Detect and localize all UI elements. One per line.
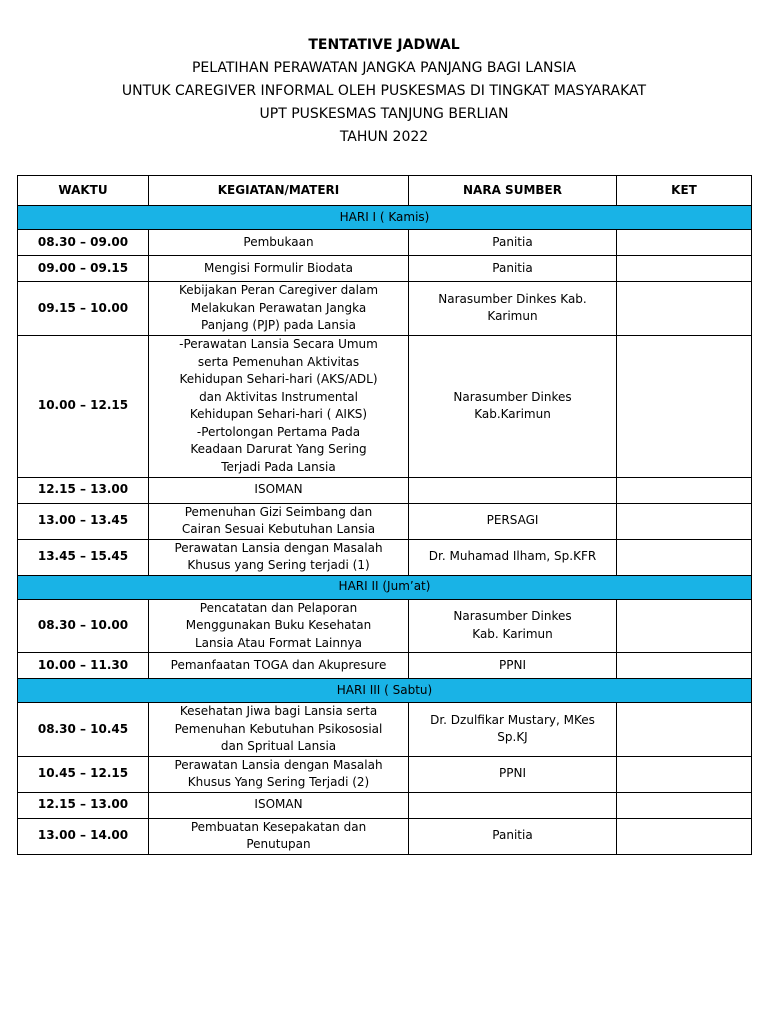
cell-time: 13.00 – 14.00 [18, 818, 149, 854]
cell-nara-sumber: Panitia [409, 256, 617, 282]
cell-nara-sumber: Panitia [409, 818, 617, 854]
cell-kegiatan: Pembuatan Kesepakatan dan Penutupan [149, 818, 409, 854]
cell-ket [617, 599, 752, 653]
cell-ket [617, 792, 752, 818]
cell-nara-sumber: PERSAGI [409, 503, 617, 539]
cell-ket [617, 335, 752, 477]
cell-nara-sumber: Dr. Dzulfikar Mustary, MKes Sp.KJ [409, 703, 617, 757]
cell-nara-sumber: PPNI [409, 653, 617, 679]
table-row [18, 599, 752, 653]
title-line-5: TAHUN 2022 [339, 129, 429, 145]
cell-time: 13.45 – 15.45 [18, 539, 149, 575]
table-row [18, 539, 752, 575]
cell-kegiatan: Kesehatan Jiwa bagi Lansia serta Pemenuhan Kebutuhan Psikososial dan Spritual Lansia [149, 703, 409, 757]
cell-time: 08.30 – 10.00 [18, 599, 149, 653]
cell-kegiatan: Pemenuhan Gizi Seimbang dan Cairan Sesuai Kebutuhan Lansia [149, 503, 409, 539]
cell-nara-sumber: Dr. Muhamad Ilham, Sp.KFR [409, 539, 617, 575]
cell-kegiatan: ISOMAN [149, 477, 409, 503]
table-row [18, 477, 752, 503]
header-kegiatan: KEGIATAN/MATERI [149, 176, 409, 206]
table-row [18, 335, 752, 477]
cell-time: 10.00 – 11.30 [18, 653, 149, 679]
cell-time: 09.15 – 10.00 [18, 282, 149, 336]
title-line-2: PELATIHAN PERAWATAN JANGKA PANJANG BAGI LANSIA [191, 60, 577, 76]
cell-time: 09.00 – 09.15 [18, 256, 149, 282]
table-row [18, 256, 752, 282]
cell-time: 08.30 – 09.00 [18, 230, 149, 256]
table-row [18, 282, 752, 336]
cell-ket [617, 539, 752, 575]
cell-time: 12.15 – 13.00 [18, 792, 149, 818]
table-row [18, 756, 752, 792]
cell-kegiatan: Mengisi Formulir Biodata [149, 256, 409, 282]
cell-ket [617, 703, 752, 757]
cell-ket [617, 653, 752, 679]
header-waktu: WAKTU [18, 176, 149, 206]
table-row [18, 653, 752, 679]
header-row [18, 176, 752, 206]
cell-nara-sumber: PPNI [409, 756, 617, 792]
cell-kegiatan: Pembukaan [149, 230, 409, 256]
cell-kegiatan: Pencatatan dan Pelaporan Menggunakan Buku Kesehatan Lansia Atau Format Lainnya [149, 599, 409, 653]
table-row [18, 503, 752, 539]
day-label: HARI III ( Sabtu) [18, 679, 752, 703]
cell-ket [617, 756, 752, 792]
document-title [0, 34, 768, 149]
title-line-1: TENTATIVE JADWAL [308, 37, 460, 53]
schedule-table [17, 175, 752, 855]
cell-time: 10.45 – 12.15 [18, 756, 149, 792]
cell-time: 08.30 – 10.45 [18, 703, 149, 757]
day-row [18, 206, 752, 230]
cell-ket [617, 282, 752, 336]
title-line-3: UNTUK CAREGIVER INFORMAL OLEH PUSKESMAS DI TINGKAT MASYARAKAT [121, 83, 647, 99]
cell-nara-sumber: Panitia [409, 230, 617, 256]
header-nara-sumber: NARA SUMBER [409, 176, 617, 206]
table-row [18, 818, 752, 854]
cell-ket [617, 477, 752, 503]
cell-kegiatan: Kebijakan Peran Caregiver dalam Melakukan Perawatan Jangka Panjang (PJP) pada Lansia [149, 282, 409, 336]
cell-time: 10.00 – 12.15 [18, 335, 149, 477]
table-row [18, 703, 752, 757]
cell-ket [617, 230, 752, 256]
cell-nara-sumber: Narasumber Dinkes Kab. Karimun [409, 282, 617, 336]
day-row [18, 679, 752, 703]
day-row [18, 575, 752, 599]
cell-kegiatan: -Perawatan Lansia Secara Umum serta Pemenuhan Aktivitas Kehidupan Sehari-hari (AKS/ADL) dan Aktivitas Instrumental Kehidupan Sehari-hari ( AIKS) -Pertolongan Pertama Pada Keadaan Darurat Yang Sering Terjadi Pada Lansia [149, 335, 409, 477]
day-label: HARI I ( Kamis) [18, 206, 752, 230]
cell-nara-sumber: Narasumber Dinkes Kab. Karimun [409, 599, 617, 653]
cell-ket [617, 256, 752, 282]
header-ket: KET [617, 176, 752, 206]
cell-nara-sumber [409, 792, 617, 818]
cell-kegiatan: Perawatan Lansia dengan Masalah Khusus yang Sering terjadi (1) [149, 539, 409, 575]
cell-ket [617, 818, 752, 854]
table-row [18, 230, 752, 256]
table-row [18, 792, 752, 818]
cell-ket [617, 503, 752, 539]
cell-kegiatan: Pemanfaatan TOGA dan Akupresure [149, 653, 409, 679]
cell-nara-sumber [409, 477, 617, 503]
cell-time: 13.00 – 13.45 [18, 503, 149, 539]
day-label: HARI II (Jum’at) [18, 575, 752, 599]
cell-kegiatan: ISOMAN [149, 792, 409, 818]
title-line-4: UPT PUSKESMAS TANJUNG BERLIAN [259, 106, 509, 122]
cell-kegiatan: Perawatan Lansia dengan Masalah Khusus Yang Sering Terjadi (2) [149, 756, 409, 792]
cell-nara-sumber: Narasumber Dinkes Kab.Karimun [409, 335, 617, 477]
cell-time: 12.15 – 13.00 [18, 477, 149, 503]
